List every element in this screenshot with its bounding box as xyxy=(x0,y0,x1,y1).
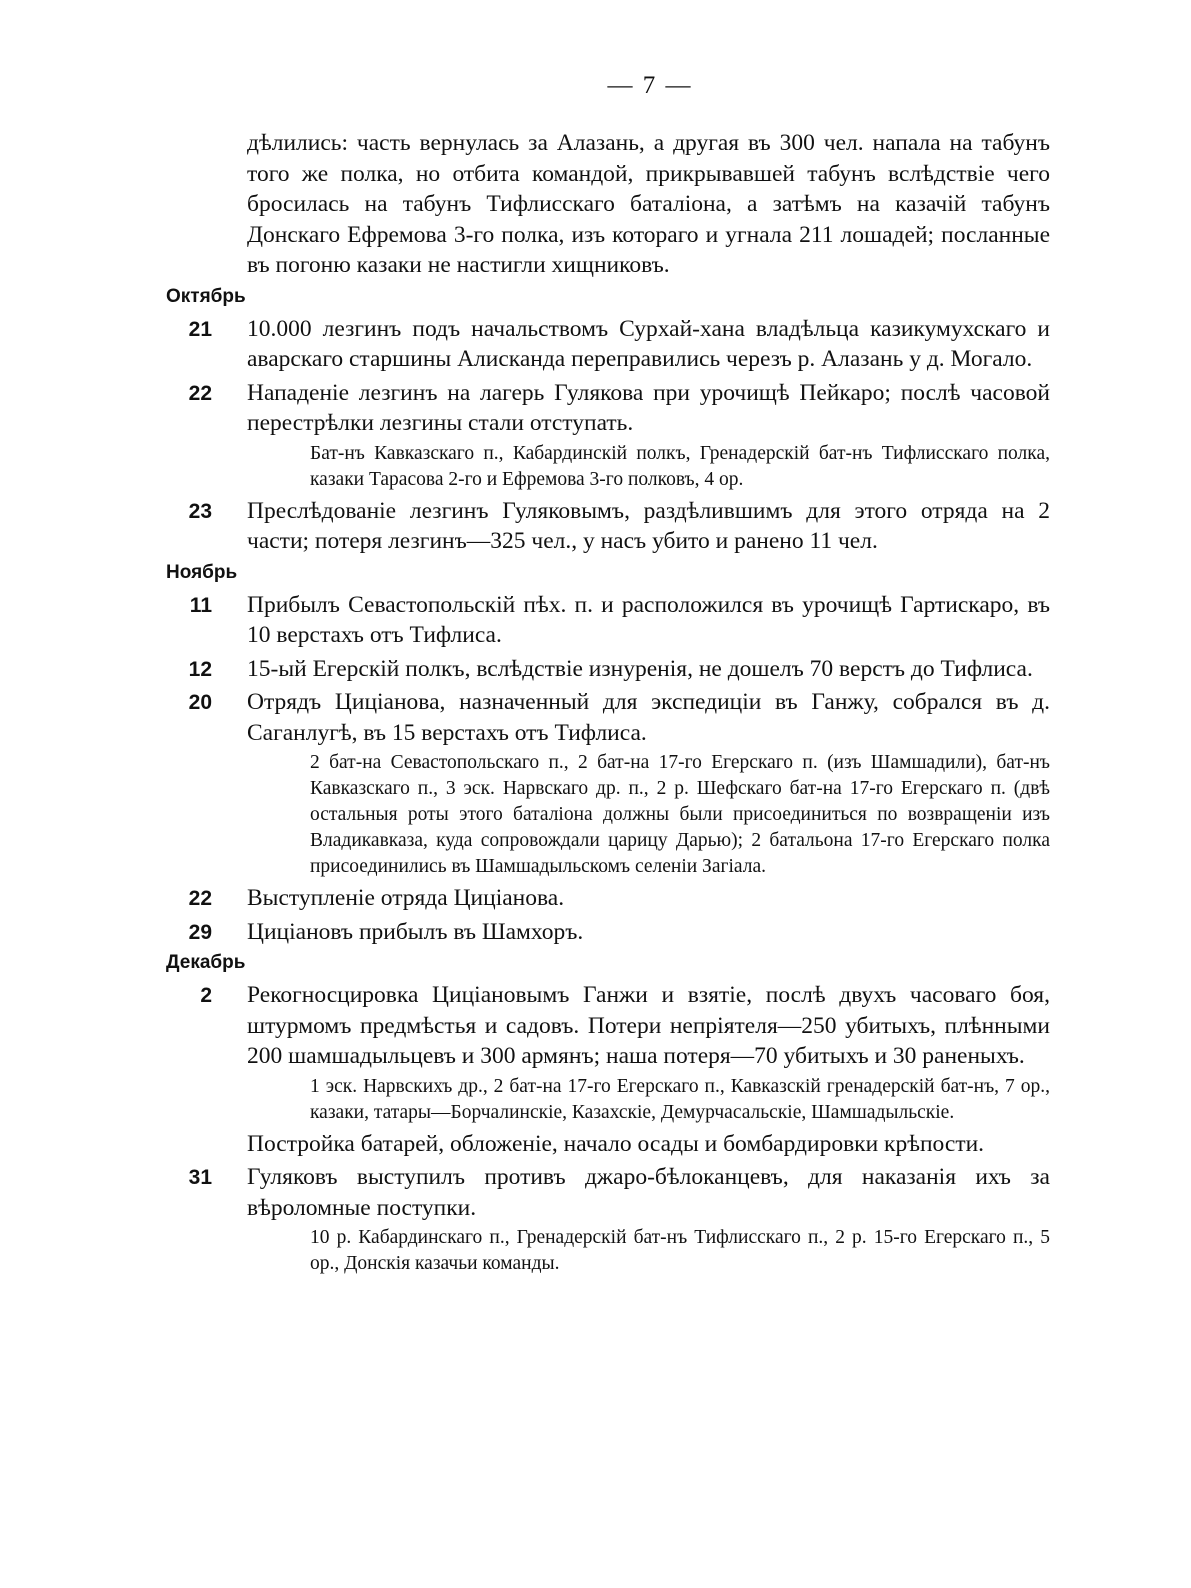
month-heading-october: Октябрь xyxy=(166,285,246,307)
entry-november-22 xyxy=(0,883,1191,914)
entry-november-20 xyxy=(0,687,1191,880)
entry-december-2 xyxy=(0,980,1191,1126)
entry-day: 22 xyxy=(188,887,212,910)
entry-october-23 xyxy=(0,496,1191,557)
entry-november-11 xyxy=(0,590,1191,651)
entry-text: 15-ый Егерскій полкъ, вслѣдствіе изнуренія, не дошелъ 70 верстъ до Тифлиса. xyxy=(247,655,1033,682)
entry-day: 22 xyxy=(188,381,212,405)
entry-october-22 xyxy=(0,378,1191,493)
entry-text: Постройка батарей, обложеніе, начало осады и бомбардировки крѣпости. xyxy=(247,1130,985,1157)
entry-day: 11 xyxy=(189,593,212,617)
entry-day: 20 xyxy=(188,691,212,714)
page-content xyxy=(0,128,1191,1277)
entry-december-siege xyxy=(0,1129,1191,1160)
entry-day: 2 xyxy=(200,984,212,1007)
entry-text: Гуляковъ выступилъ противъ джаро-бѣлоканцевъ, для наказанія ихъ за вѣроломные поступки. xyxy=(247,1164,1050,1221)
entry-forces-note: 1 эск. Нарвскихъ др., 2 бат-на 17-го Егерскаго п., Кавказскій гренадерскій бат-нъ, 7 ор., казаки, татары—Борчалинскіе, Казахскіе, Демурчасальскіе, Шамшадыльскіе. xyxy=(310,1075,1050,1123)
entry-day: 21 xyxy=(188,317,212,341)
entry-november-29 xyxy=(0,917,1191,948)
entry-text: Прибылъ Севастопольскій пѣх. п. и расположился въ урочищѣ Гартискаро, въ 10 верстахъ отъ Тифлиса. xyxy=(247,591,1050,648)
entry-forces-note: 2 бат-на Севастопольскаго п., 2 бат-на 17-го Егерскаго п. (изъ Шамшадили), бат-нъ Кавказскаго п., 3 эск. Нарвскаго др. п., 2 р. Шефскаго бат-на 17-го Егерскаго п. (двѣ остальныя роты этого баталіона должны были присоединиться по возвращеніи изъ Владикавказа, куда сопровождали царицу Дарью); 2 батальона 17-го Егерскаго полка присоединились въ Шамшадыльскомъ селеніи Загіала. xyxy=(310,752,1050,877)
entry-day: 29 xyxy=(188,920,212,944)
entry-text: 10.000 лезгинъ подъ начальствомъ Сурхай-хана владѣльца казикумухскаго и аварскаго старшины Алисканда переправились черезъ р. Алазань у д. Могало. xyxy=(247,315,1050,372)
month-heading-november: Ноябрь xyxy=(166,561,238,583)
entry-forces-note: 10 р. Кабардинскаго п., Гренадерскій бат-нъ Тифлисскаго п., 2 р. 15-го Егерскаго п., 5 ор., Донскія казачьи команды. xyxy=(310,1227,1050,1274)
intro-paragraph: дѣлились: часть вернулась за Алазань, а другая въ 300 чел. напала на табунъ того же полка, но отбита командой, прикрывавшей табунъ вслѣдствіе чего бросилась на табунъ Тифлисскаго баталіона, а затѣмъ на казачій табунъ Донскаго Ефремова 3-го полка, изъ котораго и угнала 211 лошадей; посланные въ погоню казаки не настигли хищниковъ. xyxy=(247,130,1050,278)
entry-october-21 xyxy=(0,314,1191,375)
entry-day: 23 xyxy=(188,499,212,523)
entry-text: Циціановъ прибылъ въ Шамхоръ. xyxy=(247,918,584,945)
entry-december-31 xyxy=(0,1162,1191,1277)
entry-text: Отрядъ Циціанова, назначенный для экспедиціи въ Ганжу, собрался въ д. Саганлугѣ, въ 15 верстахъ отъ Тифлиса. xyxy=(247,689,1050,746)
entry-november-12 xyxy=(0,654,1191,685)
page-number: — 7 — xyxy=(607,72,693,99)
month-heading-december: Декабрь xyxy=(166,952,246,973)
entry-text: Рекогносцировка Циціановымъ Ганжи и взятіе, послѣ двухъ часоваго боя, штурмомъ предмѣстья и садовъ. Потери непріятеля—250 убитыхъ, плѣнными 200 шамшадыльцевъ и 300 армянъ; наша потеря—70 убитыхъ и 30 раненыхъ. xyxy=(247,982,1050,1069)
entry-text: Выступленіе отряда Циціанова. xyxy=(247,885,565,911)
entry-text: Преслѣдованіе лезгинъ Гуляковымъ, раздѣлившимъ для этого отряда на 2 части; потеря лезгинъ—325 чел., у насъ убито и ранено 11 чел. xyxy=(247,497,1050,554)
entry-day: 12 xyxy=(188,657,212,681)
entry-day: 31 xyxy=(188,1166,212,1189)
entry-text: Нападеніе лезгинъ на лагерь Гулякова при урочищѣ Пейкаро; послѣ часовой перестрѣлки лезгины стали отступать. xyxy=(247,379,1050,436)
entry-forces-note: Бат-нъ Кавказскаго п., Кабардинскій полкъ, Гренадерскій бат-нъ Тифлисскаго полка, казаки Тарасова 2-го и Ефремова 3-го полковъ, 4 ор. xyxy=(310,442,1050,490)
